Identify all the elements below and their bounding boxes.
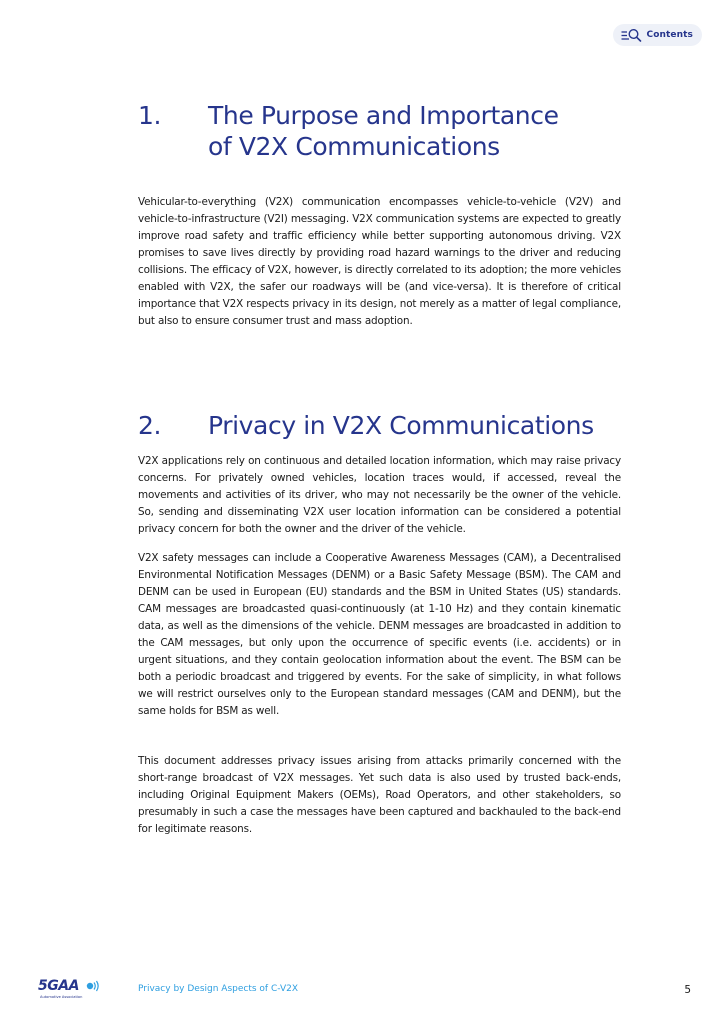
logo-subtext: Automotive Association [40,995,83,999]
section-2-paragraph-2: V2X safety messages can include a Cooperative Awareness Messages (CAM), a Decentralised Environmental Notification Messages (DENM) or a Basic Safety Message (BSM). The CAM and DENM can be used in European (EU) standards and the BSM in United States (US) standards. CAM messages are broadcasted quasi-continuously (at 1-10 Hz) and they contain kinematic data, as well as the dimensions of the vehicle. DENM messages are broadcasted in addition to the CAM messages, but only upon the occurrence of specific events (i.e. accidents) or in urgent situations, and they contain geolocation information about the event. The BSM can be both a periodic broadcast and triggered by events. For the sake of simplicity, in what follows we will restrict ourselves only to the European standard messages (CAM and DENM), but the same holds for BSM as well. [138,552,621,717]
section-1-paragraph: Vehicular-to-everything (V2X) communication encompasses vehicle-to-vehicle (V2V) and vehicle-to-infrastructure (V2I) messaging. V2X communication systems are expected to greatly improve road safety and traffic efficiency while better supporting autonomous driving. V2X promises to save lives directly by providing road hazard warnings to the driver and reducing collisions. The efficacy of V2X, however, is directly correlated to its adoption; the more vehicles enabled with V2X, the safer our roadways will be (and vice-versa). It is therefore of critical importance that V2X respects privacy in its design, not merely as a matter of legal compliance, but also to ensure consumer trust and mass adoption. [138,196,621,327]
footer-document-title[interactable]: Privacy by Design Aspects of C-V2X [138,984,298,994]
logo-text: 5GAA [38,978,79,994]
list-search-icon [621,28,643,42]
section-1-title-line-2: of V2X Communications [208,132,500,161]
contents-button[interactable] [613,24,702,46]
section-1-heading [138,100,598,164]
section-2-paragraph-3: This document addresses privacy issues arising from attacks primarily concerned with the short-range broadcast of V2X messages. Yet such data is also used by trusted back-ends, including Original Equipment Makers (OEMs), Road Operators, and other stakeholders, so presumably in such a case the messages have been captured and backhauled to the back-end for legitimate reasons. [138,755,621,835]
page-number: 5 [684,984,691,996]
section-2-number: 2. [138,411,162,440]
section-2-heading [138,410,608,442]
5gaa-logo[interactable] [38,978,102,1004]
contents-label: Contents [646,30,693,40]
section-1-number: 1. [138,101,162,130]
section-1-title-line-1: The Purpose and Importance [208,101,559,130]
section-2-paragraph-1: V2X applications rely on continuous and detailed location information, which may raise privacy concerns. For privately owned vehicles, location traces would, if accessed, reveal the movements and activities of its driver, who may not necessarily be the owner of the vehicle. So, sending and disseminating V2X user location information can be considered a potential privacy concern for both the owner and the driver of the vehicle. [138,455,621,535]
section-2-title: Privacy in V2X Communications [208,411,594,440]
signal-wave-icon [86,980,100,992]
